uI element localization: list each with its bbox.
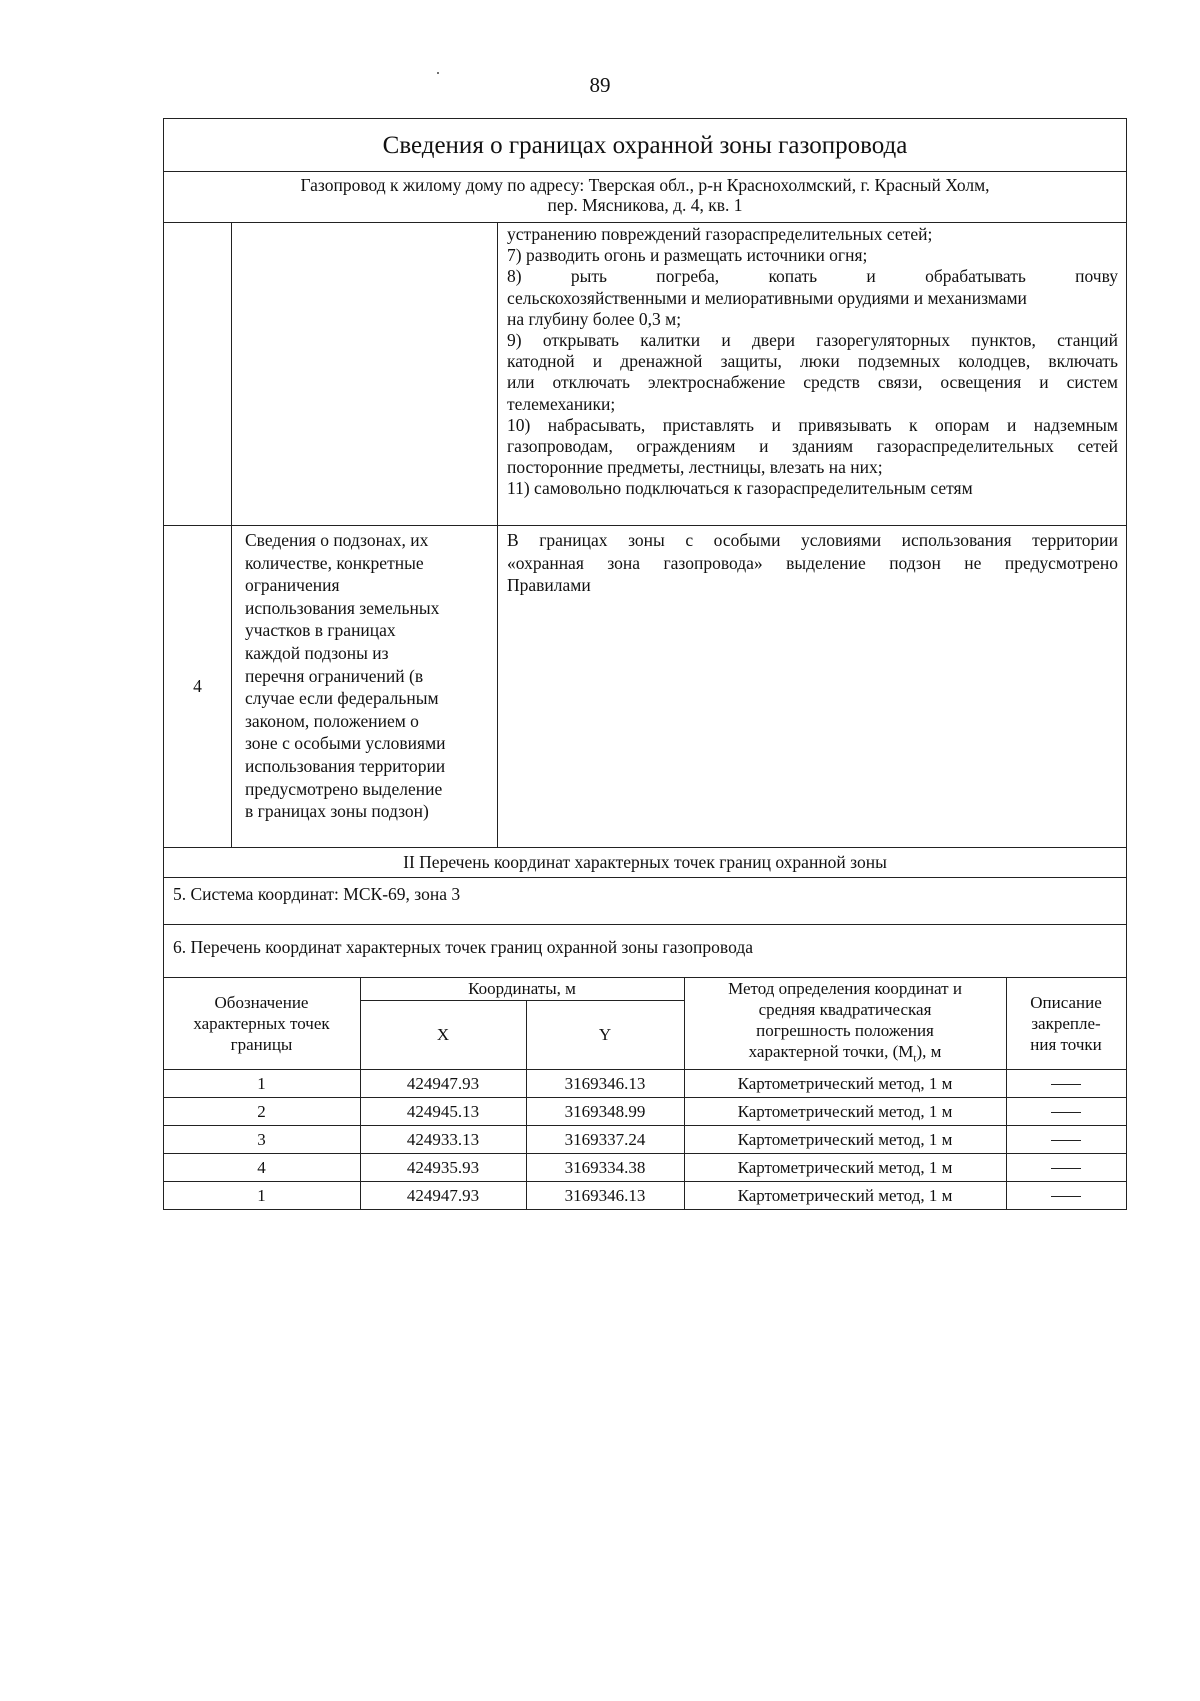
coordinates-table <box>163 977 1127 1210</box>
rule-line: газопроводам, ограждениям и зданиям газораспределительных сетей <box>507 436 1119 457</box>
header-line <box>685 1041 1006 1069</box>
row-number: 4 <box>164 526 232 848</box>
label-line: случае если федеральным <box>245 688 439 709</box>
header-line: ния точки <box>1030 1035 1102 1055</box>
description <box>1006 1182 1126 1210</box>
label-line: в границах зоны подзон) <box>245 801 429 822</box>
rule-line: катодной и дренажной защиты, люки подземных колодцев, включать <box>507 351 1119 372</box>
header-text: ), м <box>916 1042 942 1061</box>
rule-line: 10) набрасывать, приставлять и привязывать к опорам и надземным <box>507 414 1119 435</box>
coords-wrapper <box>164 978 1127 1211</box>
label-line: использования территории <box>245 755 446 776</box>
rule-line: 9) открывать калитки и двери газорегуляторных пунктов, станций <box>507 330 1119 351</box>
rule-line: 7) разводить огонь и размещать источники огня; <box>507 245 868 266</box>
pipeline-address <box>164 172 1127 223</box>
dash-mark <box>1051 1140 1081 1141</box>
description <box>1006 1070 1126 1098</box>
coordinate-system: 5. Система координат: МСК-69, зона 3 <box>164 878 1127 925</box>
coord-x: 424933.13 <box>360 1126 526 1154</box>
address-line-1: Газопровод к жилому дому по адресу: Тверская обл., р-н Краснохолмский, г. Красный Холм, <box>300 175 990 195</box>
label-line: каждой подзоны из <box>245 642 389 663</box>
rule-line: сельскохозяйственными и мелиоративными орудиями и механизмами <box>507 287 1027 308</box>
header-line: погрешность положения <box>756 1021 934 1040</box>
rule-line: устранению повреждений газораспределительных сетей; <box>507 224 933 244</box>
description <box>1006 1126 1126 1154</box>
description <box>1006 1154 1126 1182</box>
method: Картометрический метод, 1 м <box>684 1070 1006 1098</box>
table-row <box>163 1070 1126 1098</box>
scan-speck <box>437 72 439 74</box>
value-line: «охранная зона газопровода» выделение подзон не предусмотрено <box>507 552 1119 573</box>
dash-mark <box>1051 1084 1081 1085</box>
dash-mark <box>1051 1168 1081 1169</box>
label-line: ограничения <box>245 575 340 596</box>
rule-line: 8) рыть погреба, копать и обрабатывать почву <box>507 266 1119 287</box>
dash-mark <box>1051 1112 1081 1113</box>
col-method-header <box>684 978 1006 1070</box>
header-line: Описание <box>1030 993 1102 1013</box>
continued-number-cell <box>164 223 232 526</box>
rule-line: посторонние предметы, лестницы, влезать на них; <box>507 457 883 478</box>
header-line: Обозначение <box>214 993 309 1013</box>
label-line: участков в границах <box>245 620 396 641</box>
doc-title: Сведения о границах охранной зоны газопровода <box>164 119 1127 172</box>
coord-x: 424935.93 <box>360 1154 526 1182</box>
header-line: границы <box>230 1035 293 1055</box>
label-line: зоне с особыми условиями <box>245 733 446 754</box>
table-row <box>163 1126 1126 1154</box>
address-line-2: пер. Мясникова, д. 4, кв. 1 <box>547 195 743 215</box>
value-line: Правилами <box>507 575 591 595</box>
col-description-header <box>1006 978 1126 1070</box>
col-y-header: Y <box>526 1001 684 1070</box>
col-x-header: X <box>360 1001 526 1070</box>
label-line: перечня ограничений (в <box>245 665 424 686</box>
method: Картометрический метод, 1 м <box>684 1182 1006 1210</box>
value-line: В границах зоны с особыми условиями использования территории <box>507 530 1119 550</box>
coord-y: 3169348.99 <box>526 1098 684 1126</box>
header-text: характерной точки, (M <box>748 1042 914 1061</box>
method: Картометрический метод, 1 м <box>684 1098 1006 1126</box>
section2-title: II Перечень координат характерных точек границ охранной зоны <box>164 848 1127 878</box>
point-id: 2 <box>163 1098 360 1126</box>
label-line: Сведения о подзонах, их <box>245 530 429 550</box>
rule-line: на глубину более 0,3 м; <box>507 308 682 329</box>
col-coordinates-header: Координаты, м <box>360 978 684 1001</box>
description <box>1006 1098 1126 1126</box>
point-id: 4 <box>163 1154 360 1182</box>
page-number: 89 <box>589 73 611 97</box>
header-line: средняя квадратическая <box>758 1000 932 1019</box>
header-line: закрепле- <box>1031 1014 1101 1034</box>
table-row <box>163 1182 1126 1210</box>
label-line: законом, положением о <box>245 710 419 731</box>
subscript-t: t <box>913 1052 917 1065</box>
zone-info-table <box>163 118 1127 1210</box>
table-row <box>163 1098 1126 1126</box>
label-line: количестве, конкретные <box>245 552 424 573</box>
coord-x: 424947.93 <box>360 1182 526 1210</box>
subzones-label <box>232 526 498 848</box>
continued-label-cell <box>232 223 498 526</box>
col-designation-header <box>163 978 360 1070</box>
table-row <box>163 1154 1126 1182</box>
header-line: характерных точек <box>193 1014 330 1034</box>
coord-x: 424945.13 <box>360 1098 526 1126</box>
coord-y: 3169337.24 <box>526 1126 684 1154</box>
label-line: предусмотрено выделение <box>245 778 443 799</box>
rule-line: 11) самовольно подключаться к газораспределительным сетям <box>507 478 973 499</box>
rule-line: или отключать электроснабжение средств связи, освещения и систем <box>507 372 1119 393</box>
rule-line: телемеханики; <box>507 393 616 414</box>
points-list-title: 6. Перечень координат характерных точек границ охранной зоны газопровода <box>164 925 1127 978</box>
point-id: 3 <box>163 1126 360 1154</box>
dash-mark <box>1051 1196 1081 1197</box>
method: Картометрический метод, 1 м <box>684 1154 1006 1182</box>
method: Картометрический метод, 1 м <box>684 1126 1006 1154</box>
subzones-value <box>498 526 1127 848</box>
point-id: 1 <box>163 1070 360 1098</box>
coord-x: 424947.93 <box>360 1070 526 1098</box>
coord-y: 3169346.13 <box>526 1070 684 1098</box>
coord-y: 3169346.13 <box>526 1182 684 1210</box>
header-line: Метод определения координат и <box>728 979 962 998</box>
label-line: использования земельных <box>245 597 440 618</box>
point-id: 1 <box>163 1182 360 1210</box>
coord-y: 3169334.38 <box>526 1154 684 1182</box>
restrictions-continued <box>498 223 1127 526</box>
